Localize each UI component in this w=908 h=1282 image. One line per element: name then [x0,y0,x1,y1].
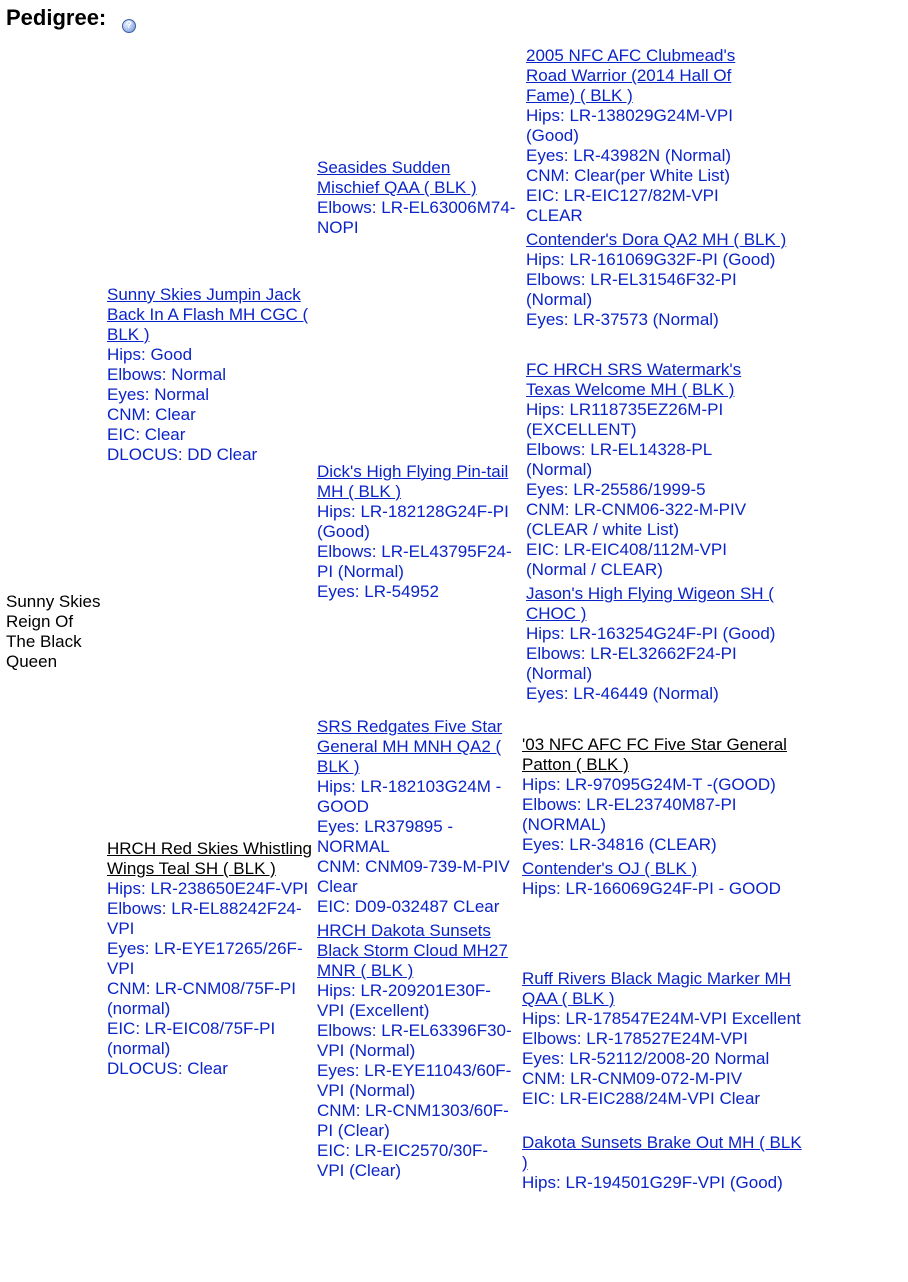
ggp-entry-5 [522,735,812,855]
sire-detail: CNM: Clear [107,405,196,424]
ggp-detail: Hips: LR-161069G32F-PI (Good) [526,250,776,269]
ggp-name: '03 NFC AFC FC Five Star General Patton ( BLK ) [522,735,787,774]
dam-sire-name-link[interactable]: SRS Redgates Five Star General MH MNH QA2 ( BLK ) [317,717,503,776]
dam-dam-entry [317,921,512,1181]
dam-entry [107,839,312,1079]
dam-name: HRCH Red Skies Whistling Wings Teal SH ( BLK ) [107,839,312,878]
sire-name-link[interactable]: Sunny Skies Jumpin Jack Back In A Flash MH CGC ( BLK ) [107,285,309,344]
ggp-detail: Hips: LR-194501G29F-VPI (Good) [522,1173,783,1192]
ggp-entry-1 [526,46,756,226]
dam-dam-detail: CNM: LR-CNM1303/60F-PI (Clear) [317,1101,509,1140]
ggp-name-link[interactable]: Dakota Sunsets Brake Out MH ( BLK ) [522,1133,802,1172]
sire-dam-entry [317,462,522,602]
ggp-detail: Elbows: LR-EL23740M87-PI (NORMAL) [522,795,737,834]
sire-sire-entry [317,158,517,238]
ggp-name-link[interactable]: 2005 NFC AFC Clubmead's Road Warrior (2014 Hall Of Fame) ( BLK ) [526,46,736,105]
ggp-name-link[interactable]: Ruff Rivers Black Magic Marker MH QAA ( BLK ) [522,969,791,1008]
ggp-detail: Elbows: LR-EL31546F32-PI (Normal) [526,270,737,309]
dam-detail: DLOCUS: Clear [107,1059,228,1078]
ggp-detail: Eyes: LR-43982N (Normal) [526,146,732,165]
ggp-detail: CNM: LR-CNM09-072-M-PIV [522,1069,743,1088]
ggp-detail: EIC: LR-EIC288/24M-VPI Clear [522,1089,761,1108]
ggp-detail: Hips: LR-163254G24F-PI (Good) [526,624,776,643]
ggp-entry-4 [526,584,801,704]
ggp-detail: Elbows: LR-EL14328-PL (Normal) [526,440,712,479]
sire-entry [107,285,312,465]
sire-dam-detail: Elbows: LR-EL43795F24-PI (Normal) [317,542,512,581]
ggp-name-link[interactable]: Jason's High Flying Wigeon SH ( CHOC ) [526,584,774,623]
ggp-detail: Hips: LR-97095G24M-T -(GOOD) [522,775,776,794]
help-icon[interactable]: ? [122,19,136,33]
dam-detail: Hips: LR-238650E24F-VPI [107,879,309,898]
ggp-detail: EIC: LR-EIC127/82M-VPI CLEAR [526,186,719,225]
dam-detail: Eyes: LR-EYE17265/26F-VPI [107,939,303,978]
ggp-entry-8 [522,1133,812,1193]
sire-detail: EIC: Clear [107,425,186,444]
ggp-detail: Eyes: LR-37573 (Normal) [526,310,719,329]
sire-dam-detail: Hips: LR-182128G24F-PI (Good) [317,502,509,541]
ggp-detail: Eyes: LR-52112/2008-20 Normal [522,1049,770,1068]
ggp-detail: Eyes: LR-34816 (CLEAR) [522,835,717,854]
sire-detail: Elbows: Normal [107,365,227,384]
page-title: Pedigree: [6,5,107,30]
ggp-detail: CNM: LR-CNM06-322-M-PIV (CLEAR / white List) [526,500,747,539]
sire-dam-name-link[interactable]: Dick's High Flying Pin-tail MH ( BLK ) [317,462,509,501]
ggp-name-link[interactable]: FC HRCH SRS Watermark's Texas Welcome MH ( BLK ) [526,360,742,399]
ggp-name-link[interactable]: Contender's Dora QA2 MH ( BLK ) [526,230,787,249]
sire-sire-name-link[interactable]: Seasides Sudden Mischief QAA ( BLK ) [317,158,477,197]
ggp-detail: Hips: LR-138029G24M-VPI (Good) [526,106,733,145]
ggp-detail: Hips: LR-166069G24F-PI - GOOD [522,879,781,898]
ggp-name-link[interactable]: Contender's OJ ( BLK ) [522,859,698,878]
sire-detail: DLOCUS: DD Clear [107,445,258,464]
ggp-entry-3 [526,360,766,580]
dam-dam-detail: EIC: LR-EIC2570/30F-VPI (Clear) [317,1141,489,1180]
dam-sire-detail: Hips: LR-182103G24M - GOOD [317,777,502,816]
ggp-detail: EIC: LR-EIC408/112M-VPI (Normal / CLEAR) [526,540,727,579]
dam-dam-detail: Hips: LR-209201E30F-VPI (Excellent) [317,981,491,1020]
ggp-detail: Hips: LR-178547E24M-VPI Excellent [522,1009,801,1028]
sire-detail: Eyes: Normal [107,385,210,404]
dam-dam-detail: Elbows: LR-EL63396F30-VPI (Normal) [317,1021,512,1060]
ggp-detail: Eyes: LR-46449 (Normal) [526,684,719,703]
ggp-detail: CNM: Clear(per White List) [526,166,731,185]
sire-sire-detail: Elbows: LR-EL63006M74-NOPI [317,198,516,237]
dam-dam-detail: Eyes: LR-EYE11043/60F-VPI (Normal) [317,1061,512,1100]
subject-dog-name: Sunny Skies Reign Of The Black Queen [6,592,101,671]
ggp-detail: Eyes: LR-25586/1999-5 [526,480,706,499]
dam-sire-entry [317,717,517,917]
ggp-entry-7 [522,969,812,1109]
dam-sire-detail: EIC: D09-032487 CLear [317,897,500,916]
dam-detail: EIC: LR-EIC08/75F-PI (normal) [107,1019,276,1058]
ggp-entry-2 [526,230,801,330]
dam-sire-detail: CNM: CNM09-739-M-PIV Clear [317,857,510,896]
dam-detail: CNM: LR-CNM08/75F-PI (normal) [107,979,296,1018]
ggp-detail: Elbows: LR-EL32662F24-PI (Normal) [526,644,737,683]
ggp-entry-6 [522,859,812,899]
sire-dam-detail: Eyes: LR-54952 [317,582,439,601]
dam-detail: Elbows: LR-EL88242F24-VPI [107,899,302,938]
ggp-detail: Elbows: LR-178527E24M-VPI [522,1029,748,1048]
sire-detail: Hips: Good [107,345,193,364]
dam-dam-name-link[interactable]: HRCH Dakota Sunsets Black Storm Cloud MH27 MNR ( BLK ) [317,921,508,980]
ggp-detail: Hips: LR118735EZ26M-PI (EXCELLENT) [526,400,724,439]
dam-sire-detail: Eyes: LR379895 - NORMAL [317,817,454,856]
